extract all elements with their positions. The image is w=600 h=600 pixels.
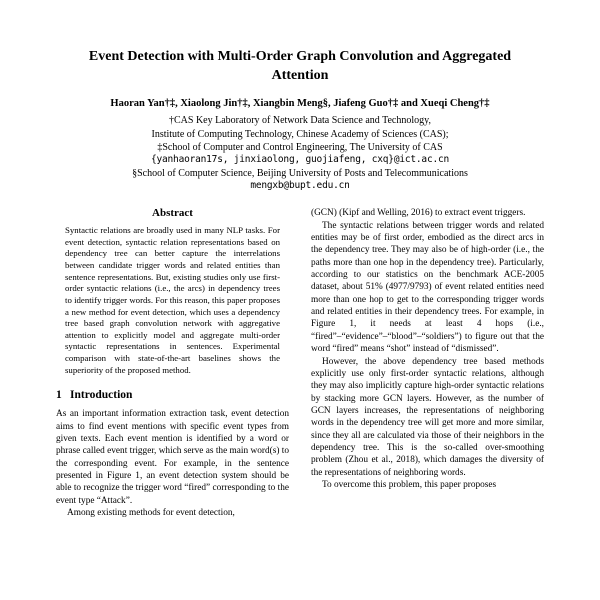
affiliation-line-2: Institute of Computing Technology, Chinese Academy of Sciences (CAS); (151, 128, 449, 140)
left-column (56, 207, 289, 519)
section-number: 1 (56, 389, 62, 402)
section-heading-introduction (56, 389, 289, 401)
abstract-heading: Abstract (152, 207, 193, 220)
affiliation-line-4: §School of Computer Science, Beijing University of Posts and Telecommunications (132, 167, 468, 179)
abstract-text: Syntactic relations are broadly used in many NLP tasks. For event detection, syntactic relation representations based on dependency tree can better capture the interrelations between candidate trigger words and related entities than sentence representations. But, existing studies only use first-order syntactic relations (i.e., the arcs) in dependency trees to identify trigger words. For this reason, this paper proposes a new method for event detection, which uses a dependency tree based graph convolution network with aggregative attention to explicitly model and aggregate multi-order syntactic representations in sentences. Experimental comparison with state-of-the-art baselines shows the superiority of the proposed method. (65, 225, 280, 375)
authors-line: Haoran Yan†‡, Xiaolong Jin†‡, Xiangbin Meng§, Jiafeng Guo†‡ and Xueqi Cheng†‡ (110, 97, 490, 109)
right-paragraph-3: However, the above dependency tree based methods explicitly use only first-order syntactic relations, although they may also implicitly capture high-order syntactic relations by stacking more GCN layers. However, as the number of GCN layers increases, the representations of neighboring words in the dependency tree will get more and more similar, since they all are calculated via those of their neighbors in the dependency tree. This is the so-called over-smoothing problem (Zhou et al., 2018), which damages the diversity of the representations of neighboring words. (311, 356, 544, 478)
intro-paragraph-1: As an important information extraction task, event detection aims to find event mentions with specific event types from given texts. Each event mention is identified by a word or phrase called event trigger, which serve as the main word(s) to the corresponding event. For example, in the sentence presented in Figure 1, an event detection system should be able to recognize the trigger word “fired” corresponding to the event type “Attack”. (56, 409, 289, 506)
email-line-bupt: mengxb@bupt.edu.cn (250, 179, 350, 191)
right-column (311, 207, 544, 519)
two-column-body (56, 207, 544, 519)
section-title: Introduction (70, 389, 133, 402)
right-paragraph-4: To overcome this problem, this paper proposes (322, 480, 497, 491)
paper-title: Event Detection with Multi-Order Graph Convolution and Aggregated Attention (88, 49, 512, 83)
affiliation-line-3: ‡School of Computer and Control Engineering, The University of CAS (157, 141, 443, 153)
right-paragraph-1: (GCN) (Kipf and Welling, 2016) to extract event triggers. (311, 208, 526, 219)
affiliation-line-1: †CAS Key Laboratory of Network Data Science and Technology, (168, 115, 431, 127)
email-line-ict: {yanhaoran17s, jinxiaolong, guojiafeng, cxq}@ict.ac.cn (150, 153, 450, 165)
right-paragraph-2: The syntactic relations between trigger words and related entities may be of first order, embodied as the direct arcs in the dependency tree. They may also be of high-order (i.e., the paths more than one hop in the dependency tree). Particularly, according to our statistics on the benchmark ACE-2005 dataset, about 51% (4977/9793) of event related entities need more than one hop to get to the corresponding trigger words and related entities in their dependency trees. For example, in Figure 1, it needs at least 4 hops (i.e., “fired”–“evidence”–“blood”–“soldiers”) to figure out that the word “fired” means “shot” instead of “dismissed”. (311, 220, 544, 355)
intro-paragraph-2: Among existing methods for event detection, (67, 508, 235, 519)
